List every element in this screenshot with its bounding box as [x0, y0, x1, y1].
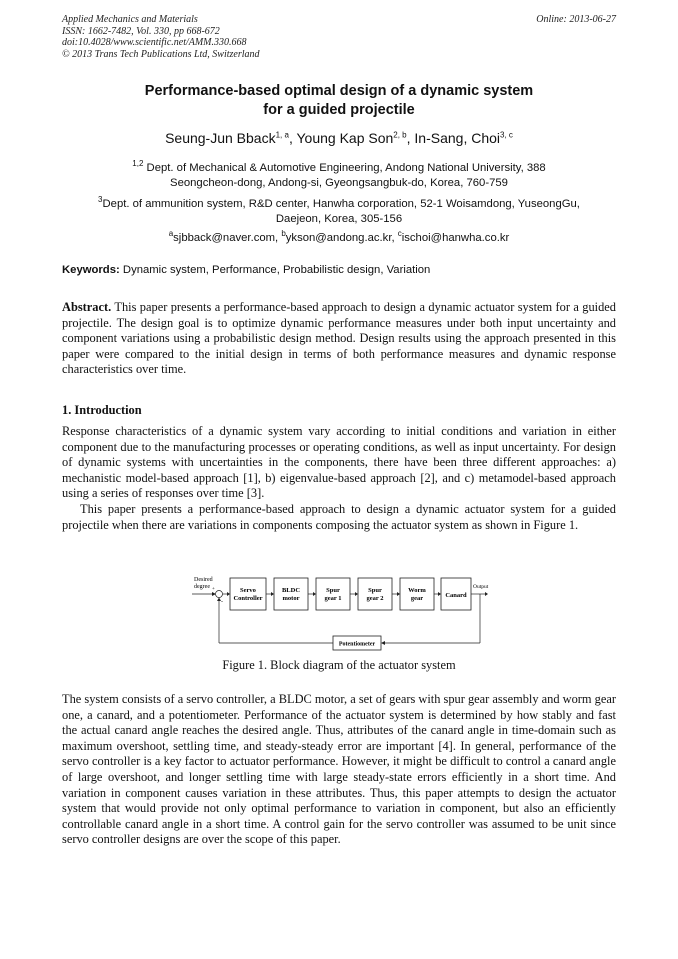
affiliation-superscript: 3 — [98, 195, 103, 204]
affiliation-text: Dept. of ammunition system, R&D center, Hanwha corporation, 52-1 Woisamdong, YuseongGu, — [102, 197, 580, 210]
affiliation-text: Seongcheon-dong, Andong-si, Gyeongsangbuk-do, Korea, 760-759 — [170, 177, 508, 190]
summing-junction — [216, 591, 223, 598]
abstract-text: This paper presents a performance-based approach to design a dynamic actuator system for a guided projectile. The design goal is to optimize dynamic performance measures under both input uncertainty and component variations using a probabilistic design method. Design results using the approach presented in this paper were compared to the initial design in terms of both performance measures and dynamic response characteristics over time. — [62, 300, 616, 377]
block-bldc-motor — [274, 578, 308, 610]
email-superscript: b — [281, 229, 286, 238]
affiliation-text: Daejeon, Korea, 305-156 — [275, 213, 403, 226]
keywords-label: Keywords: — [62, 264, 120, 276]
affiliation-superscript: 1,2 — [132, 159, 144, 168]
intro-paragraph-3: The system consists of a servo controller, a BLDC motor, a set of gears with spur gear assembly and worm gear one, a canard, and a potentiometer. Performance of the actuator system is determined by how stably and fast the actual canard angle reaches the desired angle. Thus, attributes of the canard angle in time-domain such as maximum overshoot, settling time, and steady-steady error are important [4]. In general, performance of the servo controller is a key factor to actuator performance. However, it might be difficult to control a canard angle of large overshoot, and longer settling time with large steady-state errors efficiently in a short time. And variation in component causes variation in these attributes. Thus, this paper attempts to design the actuator system that would provide not only optimal performance to variation in component, but also an efficiently controllable canard angle in a short time. A control gain for the servo controller was assumed to be unit since servo controller designs are over the scope of this paper. — [62, 692, 616, 847]
block-label: Controller — [233, 595, 263, 602]
author-emails — [62, 229, 616, 244]
journal-header — [62, 14, 616, 60]
block-label: Spur — [368, 587, 382, 594]
email-superscript: a — [168, 229, 174, 238]
block-label: Spur — [326, 587, 340, 594]
email-link[interactable]: sjbback@naver.com, — [173, 231, 282, 244]
desired-degree-label: degree — [194, 584, 210, 590]
email-superscript: c — [397, 229, 402, 238]
email-link[interactable]: ischoi@hanwha.co.kr — [401, 231, 510, 244]
journal-name: Applied Mechanics and Materials — [62, 14, 198, 25]
block-label: gear 1 — [324, 595, 342, 602]
figure-caption: Figure 1. Block diagram of the actuator system — [222, 658, 456, 672]
intro-paragraph-2: This paper presents a performance-based approach to design a dynamic actuator system for a guided projectile when there are variations in components composing the actuator system as shown in Figure 1. — [62, 502, 616, 532]
abstract-label: Abstract. — [62, 300, 112, 314]
author-name: Young Kap Son — [296, 130, 394, 146]
block-servo-controller — [230, 578, 266, 610]
affiliation-1 — [62, 156, 616, 192]
block-label: BLDC — [281, 587, 301, 594]
block-label: gear — [410, 595, 424, 602]
copyright-line: © 2013 Trans Tech Publications Ltd, Switzerland — [62, 48, 260, 60]
paper-title — [62, 82, 616, 120]
keywords-text: Dynamic system, Performance, Probabilistic design, Variation — [119, 264, 431, 276]
desired-degree-label: Desired — [194, 577, 213, 583]
author-name: In-Sang, Choi — [414, 130, 501, 146]
title-line-1: Performance-based optimal design of a dynamic system — [144, 83, 534, 99]
author-name: Seung-Jun Bback — [165, 130, 276, 146]
title-line-2: for a guided projectile — [263, 102, 415, 118]
sum-minus-sign: - — [221, 599, 223, 605]
affiliation-text: Dept. of Mechanical & Automotive Engineering, Andong National University, 388 — [146, 161, 546, 174]
keywords — [62, 264, 616, 276]
author-superscript: 1, a — [275, 130, 289, 140]
author-list: Seung-Jun Bback$^{1, a}$, Young Kap Son$^{2, b}$, In-Sang, Choi$^{3, c}$ — [165, 130, 513, 146]
author-superscript: 2, b — [393, 130, 407, 140]
block-label: motor — [282, 595, 300, 602]
figure-block-diagram — [190, 572, 490, 657]
affiliation-2 — [62, 192, 616, 228]
sum-plus-sign: + — [212, 587, 215, 592]
block-worm-gear — [400, 578, 434, 610]
email-link[interactable]: ykson@andong.ac.kr, — [285, 231, 398, 244]
block-spur-gear-2 — [358, 578, 392, 610]
online-date: Online: 2013-06-27 — [536, 14, 616, 25]
block-label: Servo — [240, 587, 256, 594]
doi-line: doi:10.4028/www.scientific.net/AMM.330.668 — [62, 37, 247, 48]
section-heading-introduction: 1. Introduction — [62, 403, 142, 417]
block-spur-gear-1 — [316, 578, 350, 610]
block-label: Potentiometer — [338, 641, 376, 648]
abstract — [62, 300, 616, 378]
block-label: Canard — [445, 592, 467, 599]
block-label: gear 2 — [366, 595, 384, 602]
author-superscript: 3, c — [500, 130, 513, 140]
issn-line: ISSN: 1662-7482, Vol. 330, pp 668-672 — [62, 25, 220, 37]
output-label: Output — [473, 584, 489, 590]
block-label: Worm — [408, 587, 426, 594]
intro-paragraph-1: Response characteristics of a dynamic system vary according to initial conditions and variation in either component due to the manufacturing processes or operating conditions, as well as input uncertainty. For design of dynamic systems with uncertainties in the components, there have been three different approaches: a) mechanistic model-based approach [1], b) eigenvalue-based approach [2], and c) metamodel-based approach using a series of responses over time [3]. — [62, 424, 616, 501]
